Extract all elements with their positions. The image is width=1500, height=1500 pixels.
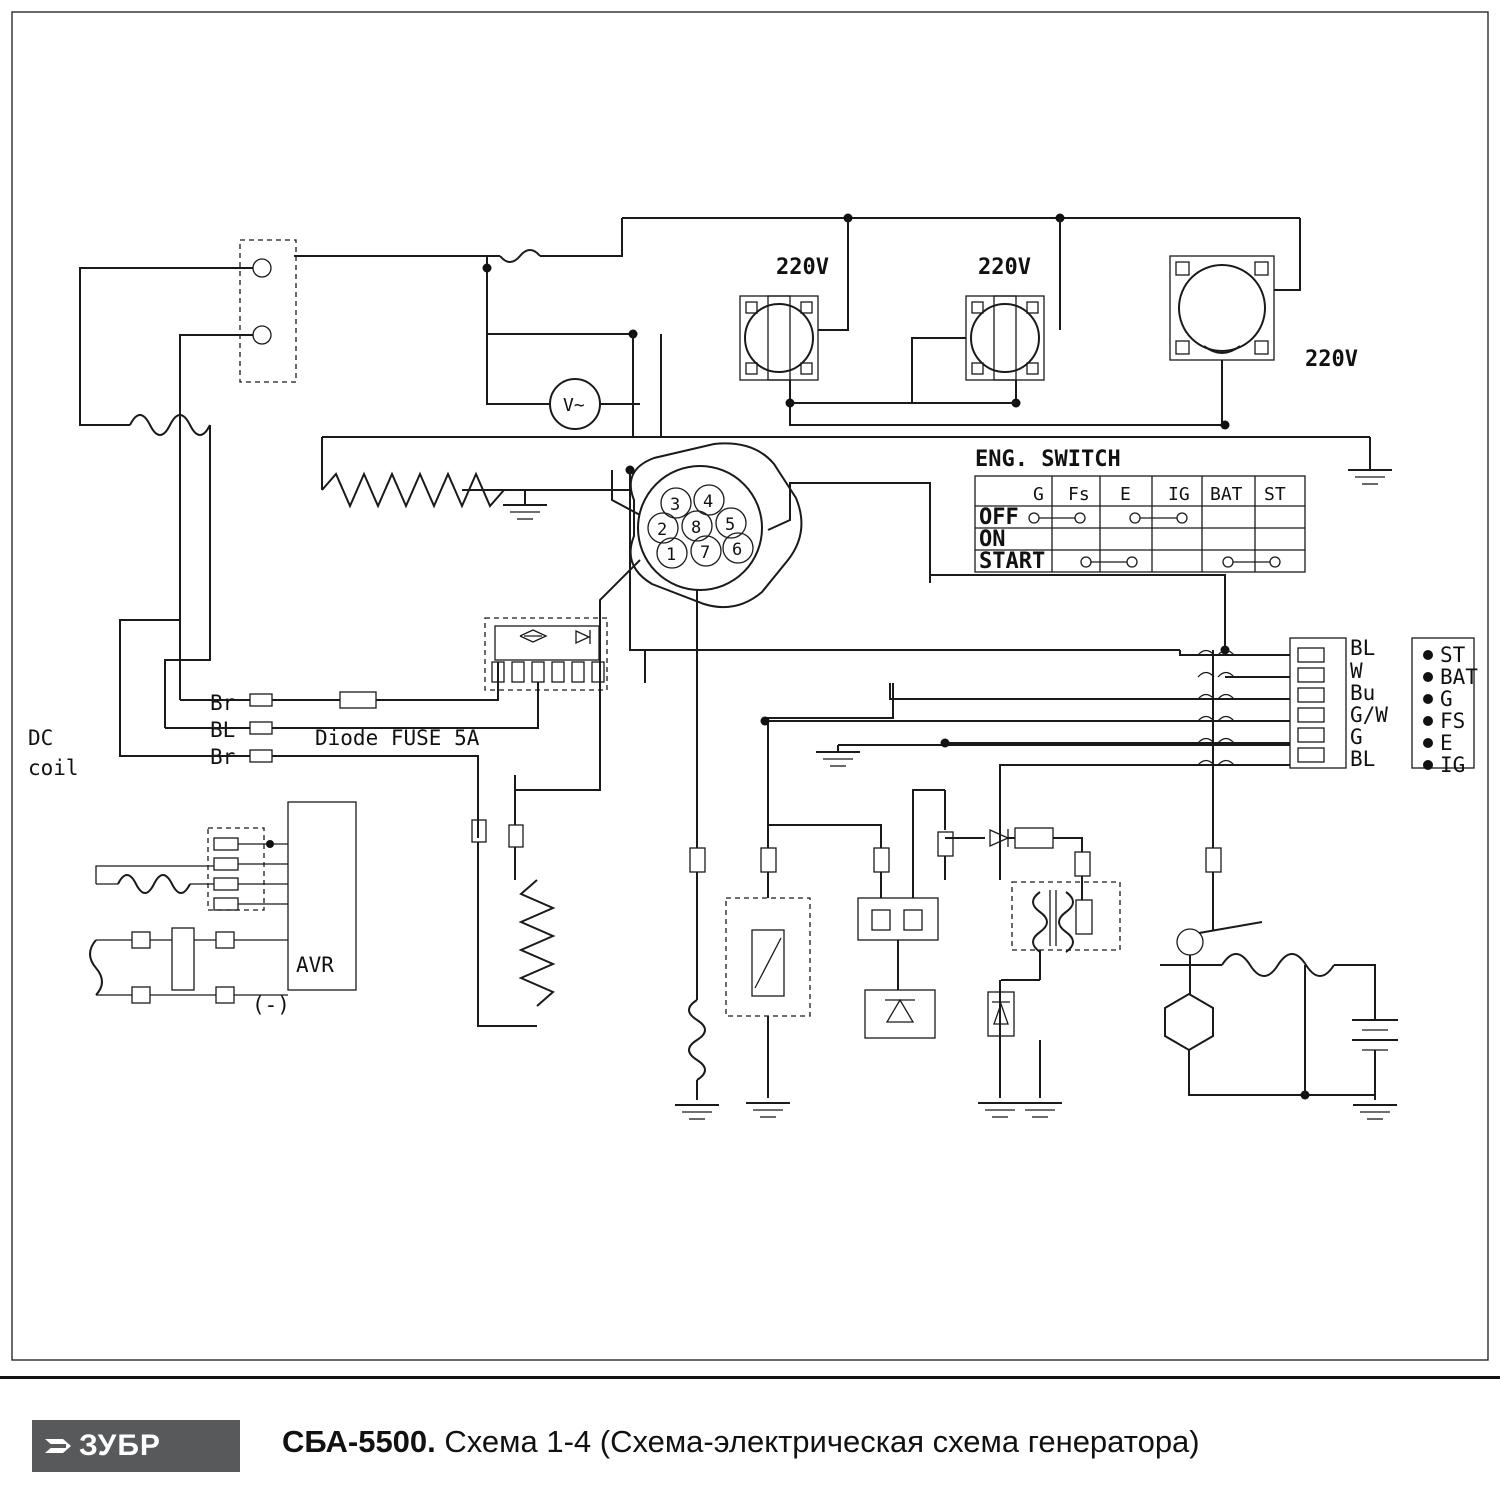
pin-1: 1 xyxy=(666,545,677,565)
harness-left-label-4: G/W xyxy=(1350,703,1388,727)
ignition-coil-small xyxy=(675,720,719,1119)
model-name: СБА-5500. xyxy=(282,1424,436,1459)
caption-rest: Схема 1-4 (Схема-электрическая схема генератора) xyxy=(435,1424,1200,1459)
harness-right-label-5: E xyxy=(1440,731,1453,755)
diode-resistor-pair xyxy=(938,790,1090,900)
diode-fuse-label: Diode FUSE 5A xyxy=(315,726,480,750)
wire-label-br-1: Br xyxy=(210,691,236,715)
harness-left-label-5: G xyxy=(1350,725,1363,749)
avr-minus-label: (-) xyxy=(252,993,290,1017)
eng-row-start: START xyxy=(979,549,1046,574)
footer-divider xyxy=(0,1376,1500,1379)
diagram-border xyxy=(12,12,1488,1360)
wire-label-bl: BL xyxy=(210,718,236,742)
ground-center xyxy=(816,745,1290,766)
eng-switch-table xyxy=(975,447,1305,574)
brand-name: ЗУБР xyxy=(79,1429,161,1462)
harness-left-label-1: BL xyxy=(1350,636,1376,660)
harness-right-label-3: G xyxy=(1440,687,1453,711)
charge-coil-block xyxy=(978,882,1120,1117)
eng-col-e: E xyxy=(1120,484,1131,505)
eng-switch-title: ENG. SWITCH xyxy=(975,447,1121,472)
harness-right-label-6: IG xyxy=(1440,753,1466,777)
choke-and-resistor xyxy=(472,690,600,1026)
eng-col-ig: IG xyxy=(1168,484,1190,505)
harness-right-label-4: FS xyxy=(1440,709,1466,733)
harness-connector-right xyxy=(1412,638,1478,777)
harness-bundle xyxy=(761,650,1291,880)
pin-7: 7 xyxy=(700,543,711,563)
dc-coil-group xyxy=(28,460,538,818)
outlet-3-label: 220V xyxy=(1305,347,1358,372)
pin-5: 5 xyxy=(725,515,736,535)
connector-8pin xyxy=(600,443,1180,720)
harness-right-label-1: ST xyxy=(1440,643,1466,667)
harness-left-label-6: BL xyxy=(1350,747,1376,771)
outlet-1 xyxy=(740,218,1230,430)
eng-row-off: OFF xyxy=(979,505,1019,530)
brand-logo xyxy=(32,1420,240,1472)
footer-bar xyxy=(0,1376,1500,1500)
harness-connector-left xyxy=(1290,636,1388,771)
outlet-2 xyxy=(786,218,1061,408)
svg-text:V~: V~ xyxy=(563,395,585,416)
diode-fuse-block xyxy=(315,618,607,750)
pin-4: 4 xyxy=(703,492,714,512)
pin-2: 2 xyxy=(657,520,668,540)
eng-col-bat: BAT xyxy=(1210,484,1243,505)
eng-col-st: ST xyxy=(1264,484,1286,505)
figure-caption xyxy=(282,1424,1200,1460)
outlet-3 xyxy=(1170,218,1358,425)
avr-label: AVR xyxy=(296,953,334,977)
ac-neutral-bus xyxy=(483,256,1393,484)
avr-block xyxy=(90,802,356,1017)
harness-left-label-2: W xyxy=(1350,659,1363,683)
eng-row-on: ON xyxy=(979,527,1006,552)
pin-6: 6 xyxy=(732,540,743,560)
voltmeter xyxy=(550,379,640,429)
eng-col-g: G xyxy=(1033,484,1044,505)
eng-col-fs: Fs xyxy=(1068,484,1090,505)
dc-coil-label-2: coil xyxy=(28,756,79,780)
wire-label-br-2: Br xyxy=(210,745,236,769)
arrow-icon xyxy=(41,1429,75,1463)
oil-level-sensor xyxy=(726,683,893,1117)
pin-3: 3 xyxy=(670,495,681,515)
harness-right-label-2: BAT xyxy=(1440,665,1478,689)
outlet-1-label: 220V xyxy=(776,255,829,280)
pin-8: 8 xyxy=(691,518,702,538)
rectifier-block xyxy=(768,790,945,1038)
harness-left-label-3: Bu xyxy=(1350,681,1376,705)
outlet-2-label: 220V xyxy=(978,255,1031,280)
dc-coil-label-1: DC xyxy=(28,726,54,750)
